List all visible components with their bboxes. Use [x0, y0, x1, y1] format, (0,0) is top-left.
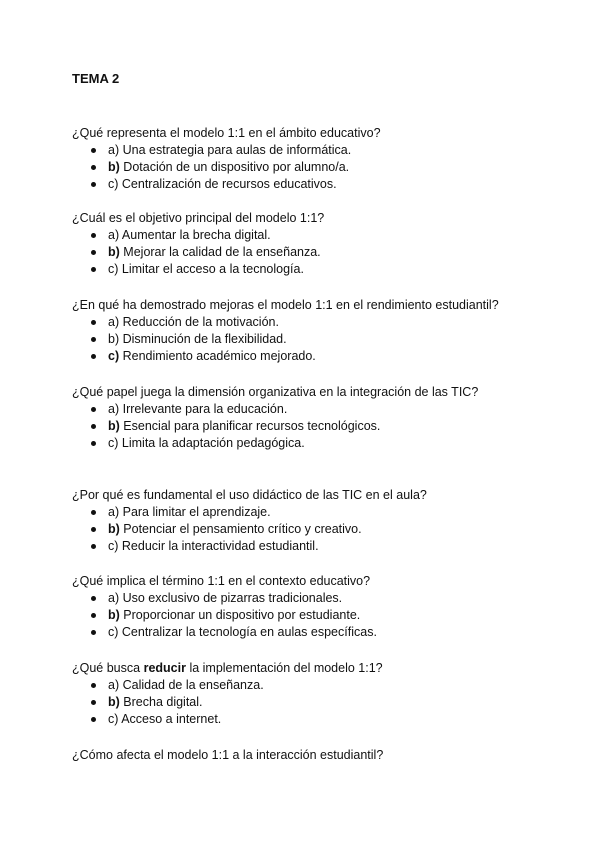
option-letter: b)	[108, 245, 120, 259]
option-item	[72, 142, 572, 159]
bullet-icon	[91, 424, 96, 429]
option-letter: c)	[108, 539, 119, 553]
bullet-icon	[91, 407, 96, 412]
bullet-icon	[91, 267, 96, 272]
option-letter: c)	[108, 436, 119, 450]
option-item	[72, 159, 572, 176]
option-item	[72, 176, 572, 193]
bullet-icon	[91, 337, 96, 342]
question-text: ¿Cómo afecta el modelo 1:1 a la interacción estudiantil?	[72, 748, 384, 762]
question-text: ¿En qué ha demostrado mejoras el modelo 1:1 en el rendimiento estudiantil?	[72, 298, 499, 312]
option-letter: c)	[108, 712, 119, 726]
option-letter: a)	[108, 143, 120, 157]
question-block	[72, 747, 572, 764]
bullet-icon	[91, 683, 96, 688]
bullet-icon	[91, 320, 96, 325]
question-block	[72, 210, 572, 278]
option-item	[72, 504, 572, 521]
question-block	[72, 384, 572, 452]
option-item	[72, 590, 572, 607]
option-letter: c)	[108, 625, 119, 639]
bullet-icon	[91, 182, 96, 187]
option-item	[72, 227, 572, 244]
bullet-icon	[91, 613, 96, 618]
option-text: Proporcionar un dispositivo por estudiante.	[123, 608, 361, 622]
bullet-icon	[91, 233, 96, 238]
question-text-part: la implementación del modelo 1:1?	[185, 661, 383, 675]
option-item	[72, 624, 572, 641]
option-letter: b)	[108, 160, 120, 174]
option-letter: c)	[108, 349, 120, 363]
question-block	[72, 660, 572, 728]
option-text: Centralización de recursos educativos.	[121, 177, 337, 191]
option-text: Reducción de la motivación.	[122, 315, 279, 329]
option-text: Esencial para planificar recursos tecnológicos.	[123, 419, 381, 433]
option-text: Acceso a internet.	[121, 712, 222, 726]
option-letter: a)	[108, 505, 120, 519]
bullet-icon	[91, 354, 96, 359]
option-item	[72, 521, 572, 538]
option-text: Reducir la interactividad estudiantil.	[121, 539, 319, 553]
option-item	[72, 314, 572, 331]
bullet-icon	[91, 717, 96, 722]
option-letter: b)	[108, 419, 120, 433]
option-letter: c)	[108, 262, 119, 276]
option-text: Para limitar el aprendizaje.	[122, 505, 271, 519]
question-block	[72, 297, 572, 365]
question-text-part: ¿Qué busca	[72, 661, 144, 675]
option-text: Uso exclusivo de pizarras tradicionales.	[122, 591, 343, 605]
option-text: Dotación de un dispositivo por alumno/a.	[123, 160, 350, 174]
question-text: ¿Cuál es el objetivo principal del modelo 1:1?	[72, 211, 325, 225]
option-item	[72, 244, 572, 261]
option-item	[72, 401, 572, 418]
bullet-icon	[91, 441, 96, 446]
question-text: ¿Qué papel juega la dimensión organizativa en la integración de las TIC?	[72, 385, 479, 399]
question-text	[72, 660, 572, 677]
question-block	[72, 573, 572, 641]
option-item	[72, 694, 572, 711]
question-text: ¿Qué representa el modelo 1:1 en el ámbito educativo?	[72, 126, 381, 140]
option-text: Potenciar el pensamiento crítico y creativo.	[123, 522, 362, 536]
option-text: Rendimiento académico mejorado.	[122, 349, 316, 363]
option-item	[72, 348, 572, 365]
option-text: Irrelevante para la educación.	[122, 402, 288, 416]
option-text: Disminución de la flexibilidad.	[122, 332, 287, 346]
option-letter: b)	[108, 522, 120, 536]
option-letter: a)	[108, 678, 120, 692]
option-text: Mejorar la calidad de la enseñanza.	[123, 245, 321, 259]
option-item	[72, 677, 572, 694]
option-letter: b)	[108, 608, 120, 622]
option-letter: b)	[108, 332, 120, 346]
question-block	[72, 487, 572, 555]
option-letter: b)	[108, 695, 120, 709]
option-text: Limita la adaptación pedagógica.	[121, 436, 305, 450]
option-item	[72, 261, 572, 278]
question-text: ¿Por qué es fundamental el uso didáctico de las TIC en el aula?	[72, 488, 427, 502]
option-letter: a)	[108, 591, 120, 605]
option-text: Centralizar la tecnología en aulas específicas.	[121, 625, 377, 639]
option-text: Brecha digital.	[123, 695, 203, 709]
option-letter: c)	[108, 177, 119, 191]
page-title: TEMA 2	[72, 71, 120, 86]
option-item	[72, 331, 572, 348]
bullet-icon	[91, 544, 96, 549]
bullet-icon	[91, 527, 96, 532]
option-text: Aumentar la brecha digital.	[121, 228, 271, 242]
question-text-emphasis: reducir	[143, 661, 186, 675]
bullet-icon	[91, 700, 96, 705]
option-text: Calidad de la enseñanza.	[122, 678, 264, 692]
bullet-icon	[91, 596, 96, 601]
bullet-icon	[91, 630, 96, 635]
option-item	[72, 538, 572, 555]
option-text: Una estrategia para aulas de informática.	[122, 143, 352, 157]
option-item	[72, 418, 572, 435]
bullet-icon	[91, 148, 96, 153]
question-block	[72, 125, 572, 193]
bullet-icon	[91, 250, 96, 255]
option-item	[72, 435, 572, 452]
bullet-icon	[91, 165, 96, 170]
option-letter: a)	[108, 315, 120, 329]
option-item	[72, 711, 572, 728]
option-letter: a)	[108, 228, 120, 242]
option-letter: a)	[108, 402, 120, 416]
bullet-icon	[91, 510, 96, 515]
option-item	[72, 607, 572, 624]
option-text: Limitar el acceso a la tecnología.	[121, 262, 304, 276]
question-text: ¿Qué implica el término 1:1 en el contexto educativo?	[72, 574, 371, 588]
